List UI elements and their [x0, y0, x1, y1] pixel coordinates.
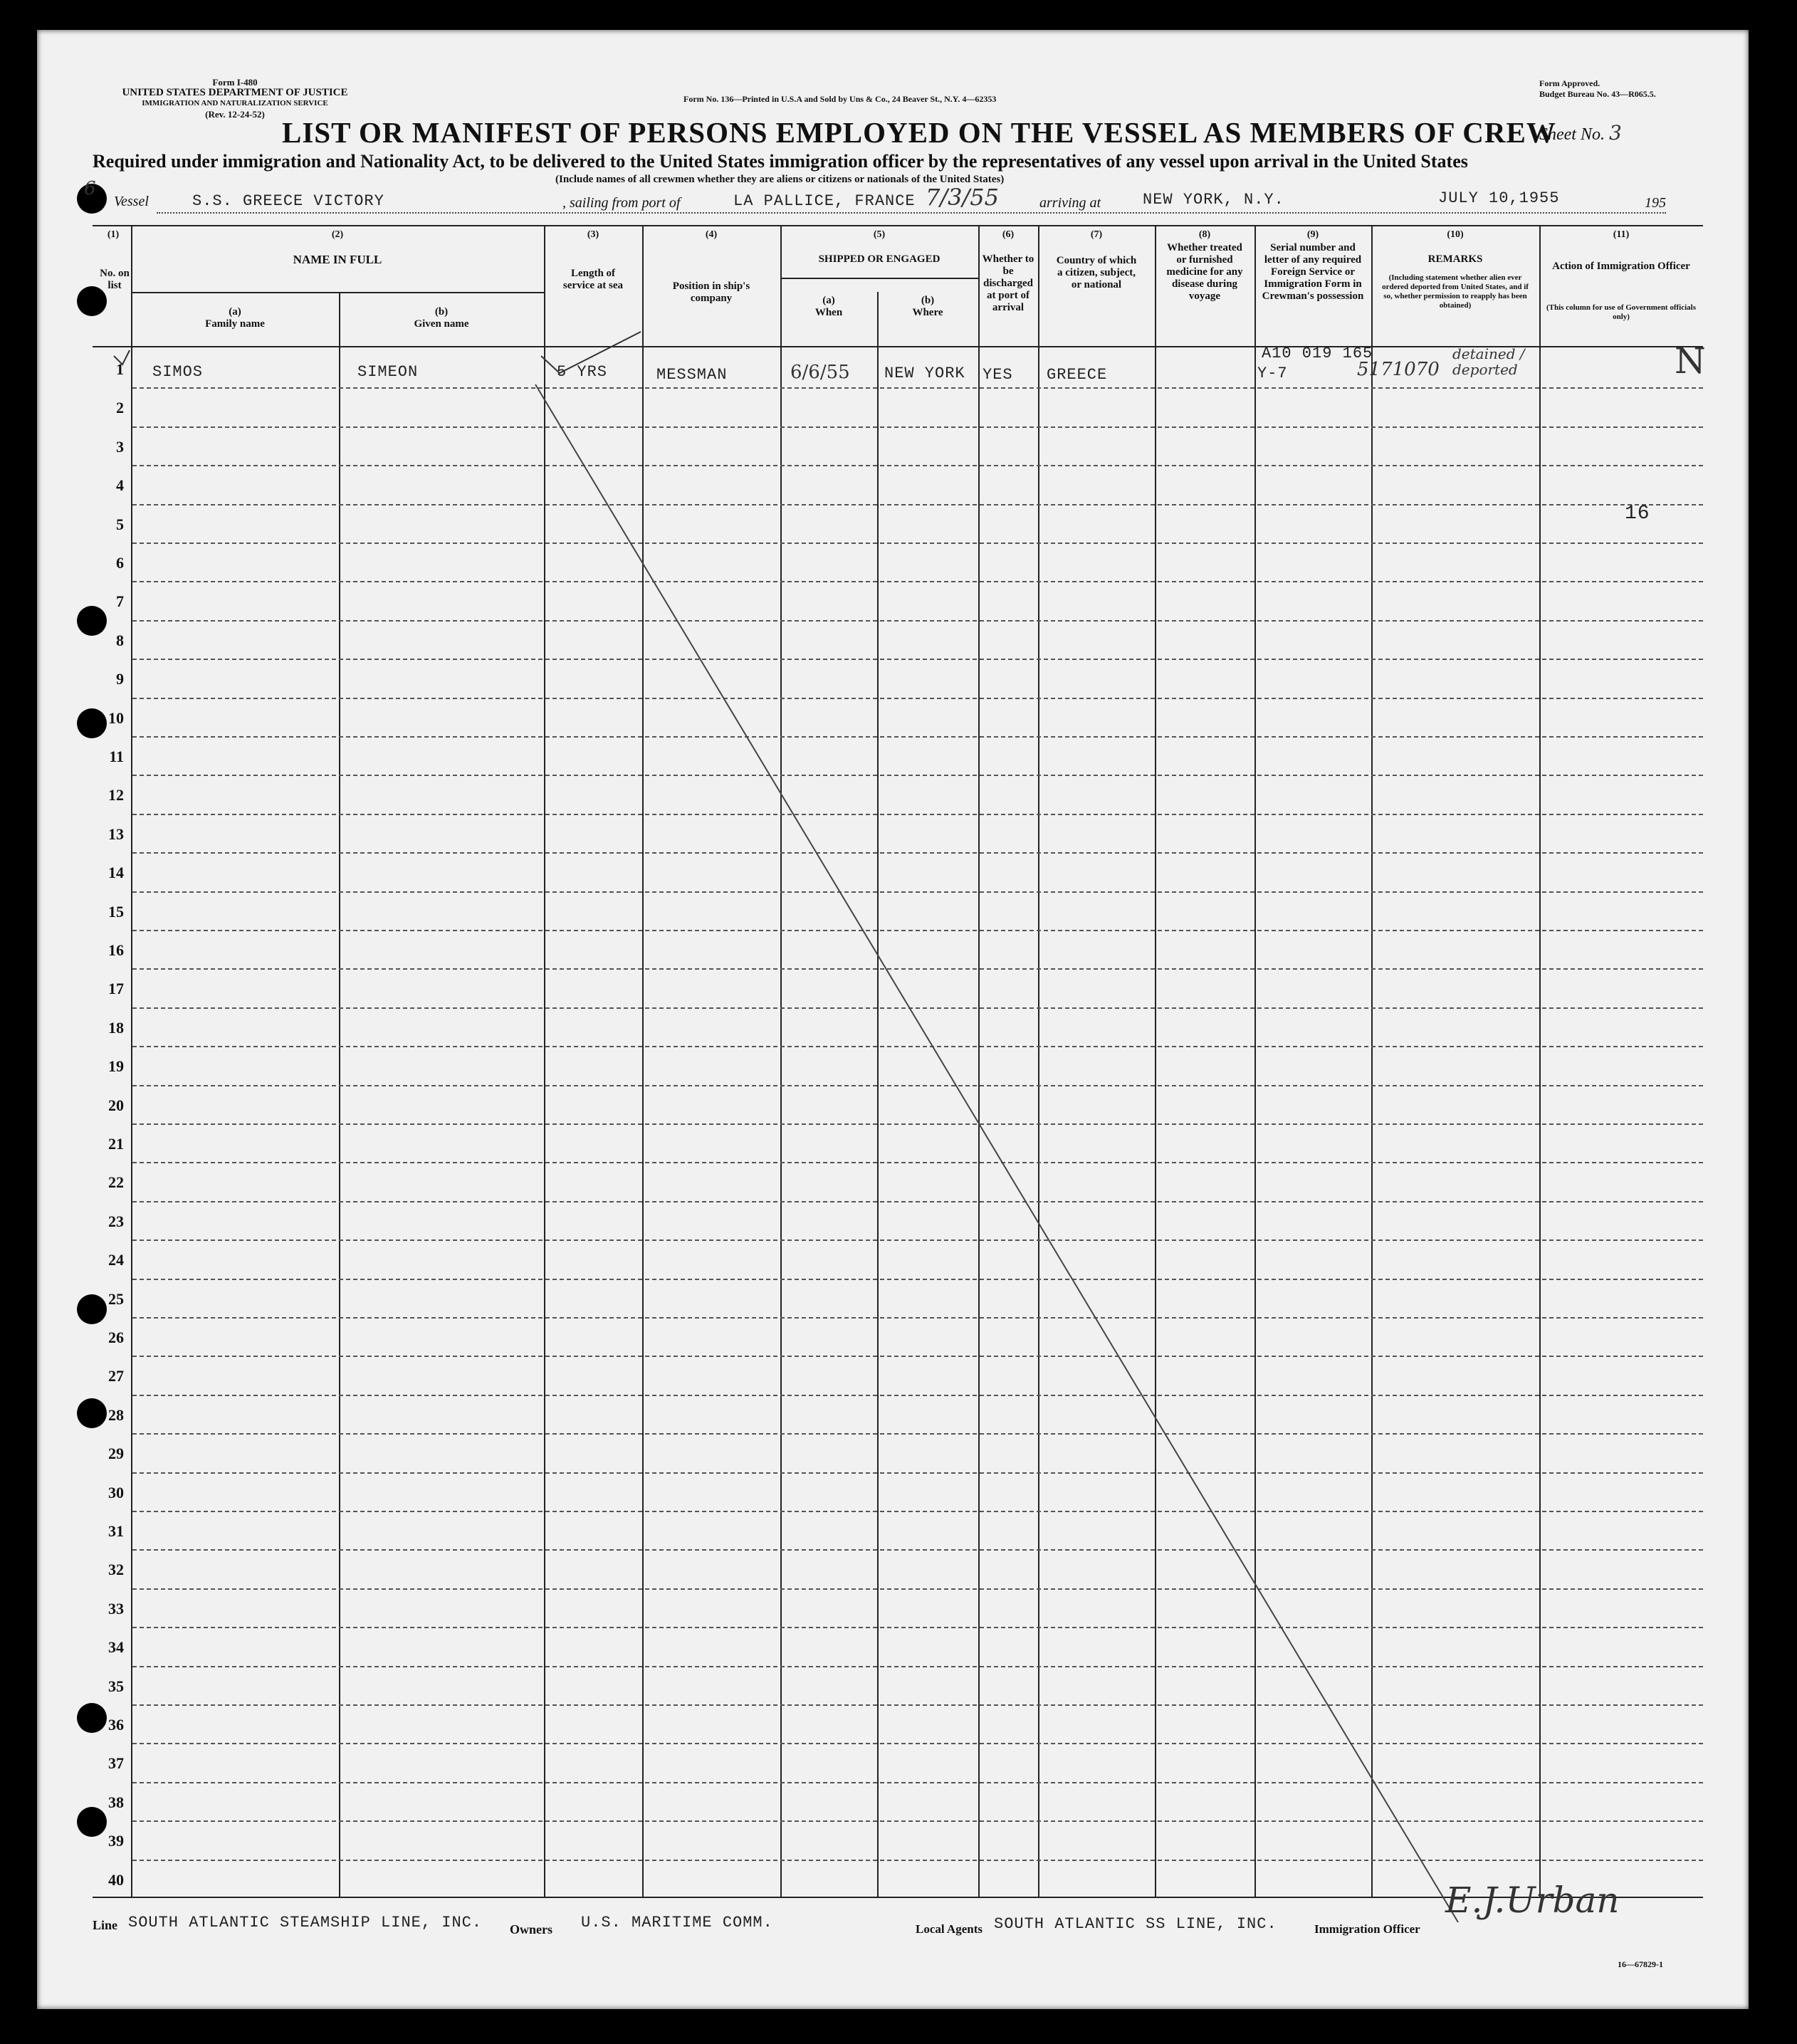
- position-cell: MESSMAN: [656, 366, 728, 384]
- revision-date: (Rev. 12-24-52): [205, 109, 265, 120]
- col5a-text: When: [814, 307, 843, 318]
- remark-handwritten: detained / deported: [1452, 345, 1525, 378]
- row-number: 2: [116, 399, 124, 417]
- row-number: 23: [108, 1212, 124, 1230]
- row-number: 22: [108, 1173, 124, 1192]
- col3-label: Length of service at sea: [562, 268, 624, 291]
- row-number: 26: [108, 1328, 124, 1346]
- row-number: 34: [108, 1638, 124, 1657]
- arriving-label: arriving at: [1039, 195, 1101, 211]
- col8-number: (8): [1198, 229, 1211, 240]
- subtitle: Required under immigration and Nationality Act, to be delivered to the United States immigration officer by the representatives of any vessel upon arrival in the United States: [93, 151, 1468, 172]
- col9-number: (9): [1306, 229, 1319, 240]
- row-number: 25: [108, 1289, 124, 1308]
- row-number: 21: [108, 1135, 124, 1153]
- discharged-cell: YES: [983, 366, 1013, 384]
- subnote: (Include names of all crewmen whether they are aliens or citizens or nationals of the United States): [555, 174, 1005, 185]
- row-number: 33: [108, 1599, 124, 1618]
- row-number: 6: [116, 554, 124, 572]
- row-number: 1: [116, 360, 124, 378]
- col2a-number: (a): [229, 306, 241, 318]
- col2a-text: Family name: [205, 318, 265, 330]
- row-number: 31: [108, 1522, 124, 1540]
- row-number: 13: [108, 824, 124, 843]
- remark-number: 5171070: [1357, 359, 1440, 380]
- row-number: 20: [108, 1096, 124, 1114]
- col5-number: (5): [873, 229, 886, 240]
- col1-label: No. on list: [100, 268, 130, 291]
- budget-bureau-line: Budget Bureau No. 43—R065.5.: [1539, 89, 1656, 99]
- page-title: LIST OR MANIFEST OF PERSONS EMPLOYED ON THE VESSEL AS MEMBERS OF CREW: [282, 116, 1556, 149]
- line-label: Line: [93, 1918, 118, 1932]
- col4-number: (4): [705, 229, 718, 240]
- service-cell: 5 YRS: [557, 363, 608, 381]
- row-number: 3: [116, 437, 124, 456]
- col6-number: (6): [1002, 229, 1015, 240]
- departure-port: LA PALLICE, FRANCE: [733, 192, 916, 210]
- action-mark: N: [1675, 340, 1706, 382]
- col7-label: Country of which a citizen, subject, or national: [1056, 255, 1137, 290]
- col7-number: (7): [1090, 229, 1103, 240]
- approval-line: Form Approved.: [1539, 78, 1600, 88]
- col11-number: (11): [1613, 229, 1630, 240]
- row-number: 27: [108, 1367, 124, 1385]
- row-number: 35: [108, 1677, 124, 1695]
- row-check-mark: [114, 350, 130, 365]
- owners-label: Owners: [510, 1922, 552, 1936]
- col11-note: (This column for use of Government officials only): [1546, 303, 1697, 321]
- col6-label: Whether to be discharged at port of arrival: [982, 253, 1034, 313]
- row-number: 36: [108, 1716, 124, 1734]
- year-suffix: 195: [1645, 195, 1666, 211]
- col2b-number: (b): [434, 306, 449, 318]
- row-number: 17: [108, 980, 124, 998]
- row-number: 15: [108, 902, 124, 921]
- service-name: IMMIGRATION AND NATURALIZATION SERVICE: [142, 99, 328, 108]
- col10-label: REMARKS: [1427, 253, 1483, 265]
- col3-number: (3): [587, 229, 599, 240]
- col10-number: (10): [1447, 229, 1464, 240]
- serial-cell-line1: A10 019 165: [1262, 345, 1373, 362]
- vessel-label: Vessel: [114, 194, 149, 209]
- row-number: 14: [108, 864, 124, 882]
- department-name: UNITED STATES DEPARTMENT OF JUSTICE: [122, 87, 348, 98]
- col1-number: (1): [107, 229, 120, 240]
- side-number: 16: [1625, 503, 1650, 525]
- arrival-port: NEW YORK, N.Y.: [1143, 191, 1284, 209]
- form-number: Form I-480: [212, 77, 258, 88]
- row-number: 11: [109, 748, 124, 765]
- row-number: 19: [108, 1057, 124, 1076]
- row-number: 4: [116, 476, 124, 495]
- form-code: 16—67829-1: [1618, 1959, 1663, 1969]
- arrival-date: JULY 10,1955: [1438, 189, 1560, 207]
- col5b-number: (b): [921, 295, 935, 306]
- row-number: 24: [108, 1251, 124, 1269]
- sailing-label: , sailing from port of: [562, 195, 681, 211]
- col8-label: Whether treated or furnished medicine for any disease during voyage: [1166, 242, 1243, 302]
- col2-number: (2): [331, 229, 344, 240]
- col2-label: NAME IN FULL: [293, 253, 382, 266]
- serial-cell-line2: Y-7: [1257, 365, 1288, 382]
- row-number: 38: [108, 1793, 124, 1811]
- family-name-cell: SIMOS: [152, 363, 204, 381]
- when-cell: 6/6/55: [790, 362, 850, 383]
- row-number: 5: [116, 515, 124, 533]
- printer-line: Form No. 136—Printed in U.S.A and Sold by Uns & Co., 24 Beaver St., N.Y. 4—62353: [683, 94, 997, 104]
- line-value: SOUTH ATLANTIC STEAMSHIP LINE, INC.: [128, 1914, 483, 1932]
- row-number: 32: [108, 1561, 124, 1579]
- sheet-number: 3: [1608, 121, 1622, 145]
- footer-line: [93, 1918, 117, 1933]
- row-number: 28: [108, 1405, 124, 1424]
- vessel-name: S.S. GREECE VICTORY: [192, 192, 384, 210]
- owners-value: U.S. MARITIME COMM.: [581, 1914, 773, 1932]
- check-mark: [541, 332, 641, 373]
- col9-label: Serial number and letter of any required Foreign Service or Immigration Form in Crewman's possession: [1262, 242, 1364, 302]
- col2b-text: Given name: [414, 318, 469, 330]
- row-number: 7: [116, 592, 124, 611]
- margin-mark: 6: [84, 178, 96, 199]
- country-cell: GREECE: [1047, 366, 1108, 384]
- diagonal-strike: [535, 384, 1458, 1922]
- row-number: 16: [108, 941, 124, 959]
- row-number: 30: [108, 1483, 124, 1501]
- row-number: 29: [108, 1445, 124, 1463]
- sheet-label: Sheet No.: [1539, 125, 1605, 144]
- agents-label: Local Agents: [916, 1922, 983, 1936]
- col5a-number: (a): [822, 295, 835, 306]
- col10-note: (Including statement whether alien ever ordered deported from United States, and if so, whether permission to reapply has been obtained): [1382, 273, 1529, 310]
- row-number: 37: [108, 1754, 124, 1773]
- col11-label: Action of Immigration Officer: [1552, 261, 1690, 272]
- col5-label: SHIPPED OR ENGAGED: [818, 253, 941, 265]
- row-number: 40: [108, 1870, 124, 1889]
- row-number: 10: [108, 708, 124, 727]
- given-name-cell: SIMEON: [357, 363, 419, 381]
- sailing-date: 7/3/55: [926, 184, 999, 211]
- col5b-text: Where: [912, 307, 943, 318]
- row-number: 39: [108, 1832, 124, 1850]
- row-number: 12: [108, 786, 124, 805]
- row-number: 9: [116, 670, 124, 688]
- row-number: 8: [116, 631, 124, 649]
- officer-signature: E.J.Urban: [1445, 1880, 1620, 1921]
- agents-value: SOUTH ATLANTIC SS LINE, INC.: [994, 1915, 1277, 1933]
- row-number: 18: [108, 1018, 124, 1037]
- officer-label: Immigration Officer: [1314, 1922, 1420, 1936]
- where-cell: NEW YORK: [884, 365, 965, 382]
- col4-label: Position in ship's company: [672, 281, 750, 304]
